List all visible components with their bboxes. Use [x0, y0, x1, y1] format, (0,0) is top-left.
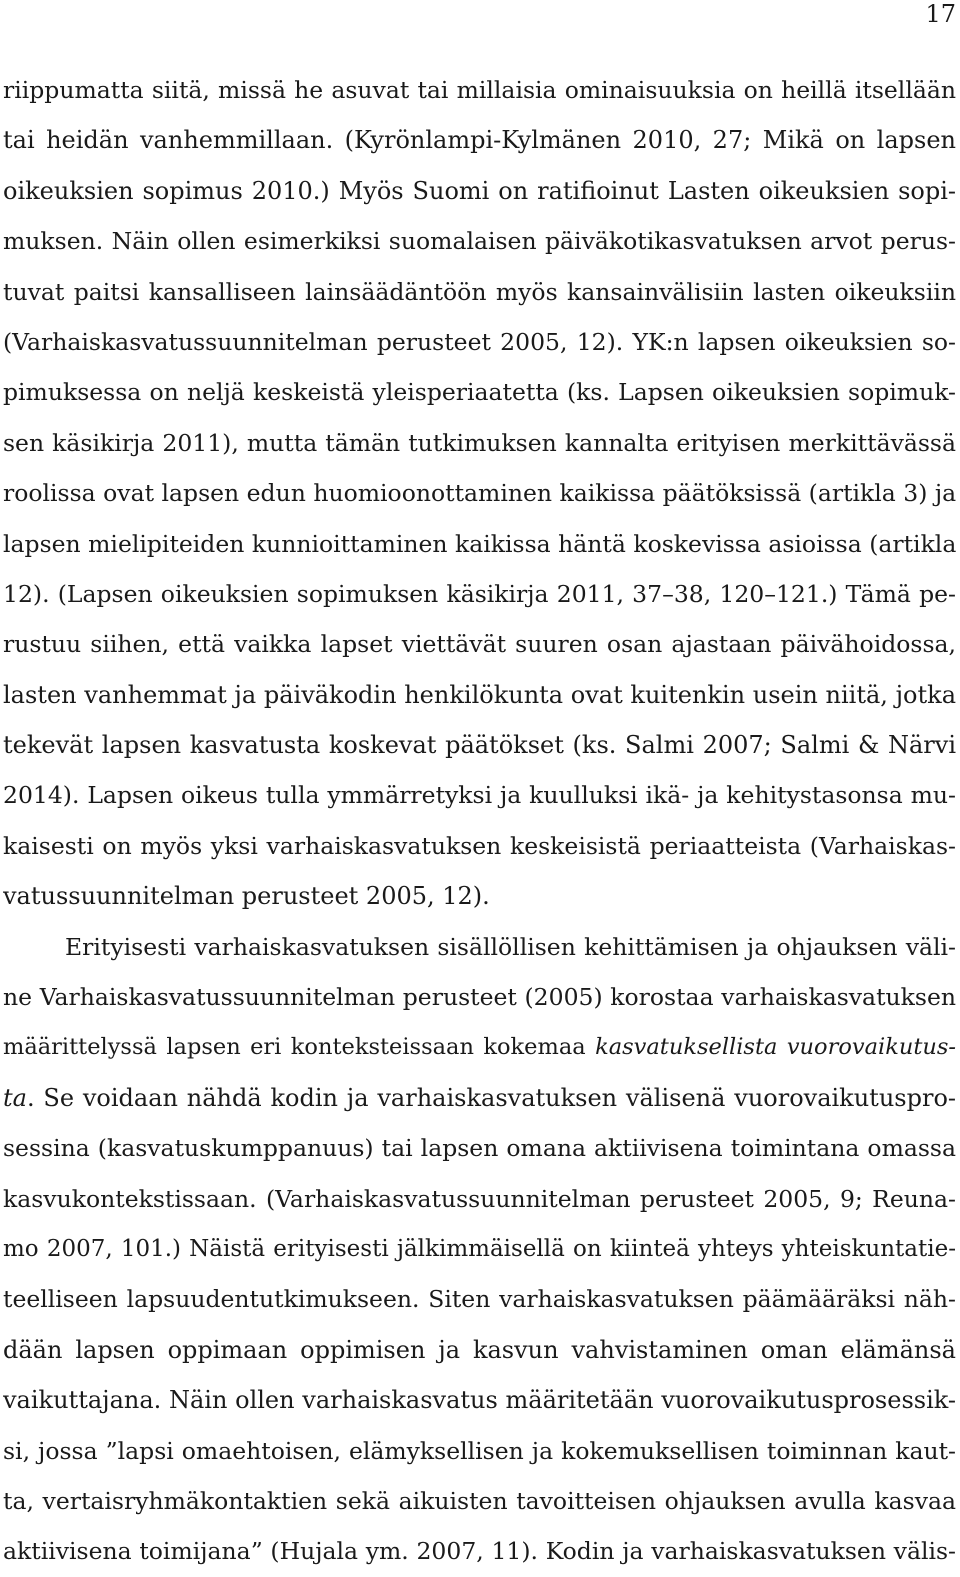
text-line: kasvukontekstissaan. (Varhaiskasvatussuunnitelman perusteet 2005, 9; Reuna- [3, 1184, 956, 1213]
emphasized-term: ta [3, 1083, 27, 1112]
text-line: dään lapsen oppimaan oppimisen ja kasvun vahvistaminen oman elämänsä [3, 1335, 956, 1364]
text-line: ne Varhaiskasvatussuunnitelman perusteet (2005) korostaa varhaiskasvatuksen [3, 983, 956, 1012]
text-line: tekevät lapsen kasvatusta koskevat päätökset (ks. Salmi 2007; Salmi & Närvi [3, 731, 956, 760]
text-line: tai heidän vanhemmillaan. (Kyrönlampi-Kylmänen 2010, 27; Mikä on lapsen [3, 126, 956, 155]
text-line: lapsen mielipiteiden kunnioittaminen kaikissa häntä koskevissa asioissa (artikla [3, 529, 956, 558]
page-number: 17 [925, 0, 956, 28]
text-line [3, 1073, 956, 1123]
text-line: muksen. Näin ollen esimerkiksi suomalaisen päiväkotikasvatuksen arvot perus- [3, 227, 956, 256]
text-line: sessina (kasvatuskumppanuus) tai lapsen omana aktiivisena toimintana omassa [3, 1134, 956, 1163]
text-line: mo 2007, 101.) Näistä erityisesti jälkimmäisellä on kiinteä yhteys yhteiskuntatie- [3, 1235, 956, 1262]
text-line: oikeuksien sopimus 2010.) Myös Suomi on ratifioinut Lasten oikeuksien sopi- [3, 176, 956, 205]
text-line: ta, vertaisryhmäkontaktien sekä aikuisten tavoitteisen ohjauksen avulla kasvaa [3, 1486, 956, 1515]
paragraph-2 [3, 922, 956, 1577]
text-line: vatussuunnitelman perusteet 2005, 12). [3, 882, 490, 911]
text-line: (Varhaiskasvatussuunnitelman perusteet 2005, 12). YK:n lapsen oikeuksien so- [3, 327, 956, 356]
body-text [3, 65, 956, 1577]
text-line: lasten vanhemmat ja päiväkodin henkilökunta ovat kuitenkin usein niitä, jotka [3, 680, 956, 709]
text-span: määrittelyssä lapsen eri konteksteissaan kokemaa [3, 1034, 596, 1061]
text-line: sen käsikirja 2011), mutta tämän tutkimuksen kannalta erityisen merkittävässä [3, 428, 956, 457]
paragraph-1 [3, 65, 956, 922]
text-line: vaikuttajana. Näin ollen varhaiskasvatus määritetään vuorovaikutusprosessik- [3, 1386, 956, 1415]
emphasized-term: kasvatuksellista vuorovaikutus- [595, 1034, 956, 1061]
text-line: si, jossa ”lapsi omaehtoisen, elämyksellisen ja kokemuksellisen toiminnan kaut- [3, 1436, 956, 1465]
text-line: kaisesti on myös yksi varhaiskasvatuksen keskeisistä periaatteista (Varhaiskas- [3, 831, 956, 860]
text-line: roolissa ovat lapsen edun huomioonottaminen kaikissa päätöksissä (artikla 3) ja [3, 479, 956, 508]
text-line: 12). (Lapsen oikeuksien sopimuksen käsikirja 2011, 37–38, 120–121.) Tämä pe- [3, 579, 956, 608]
text-line: riippumatta siitä, missä he asuvat tai millaisia ominaisuuksia on heillä itsellään [3, 76, 956, 104]
text-line: Erityisesti varhaiskasvatuksen sisällöllisen kehittämisen ja ohjauksen väli- [65, 932, 956, 961]
text-line: aktiivisena toimijana” (Hujala ym. 2007, 11). Kodin ja varhaiskasvatuksen välis- [3, 1537, 956, 1566]
text-line: pimuksessa on neljä keskeistä yleisperiaatetta (ks. Lapsen oikeuksien sopimuk- [3, 378, 956, 407]
text-line: teelliseen lapsuudentutkimukseen. Siten varhaiskasvatuksen päämääräksi näh- [3, 1285, 956, 1314]
text-span: . Se voidaan nähdä kodin ja varhaiskasvatuksen välisenä vuorovaikutuspro- [26, 1083, 956, 1112]
text-line: rustuu siihen, että vaikka lapset viettävät suuren osan ajastaan päivähoidossa, [3, 630, 956, 659]
text-line: tuvat paitsi kansalliseen lainsäädäntöön myös kansainvälisiin lasten oikeuksiin [3, 277, 956, 306]
text-line: 2014). Lapsen oikeus tulla ymmärretyksi ja kuulluksi ikä- ja kehitystasonsa mu- [3, 781, 956, 810]
text-line [3, 1022, 956, 1072]
